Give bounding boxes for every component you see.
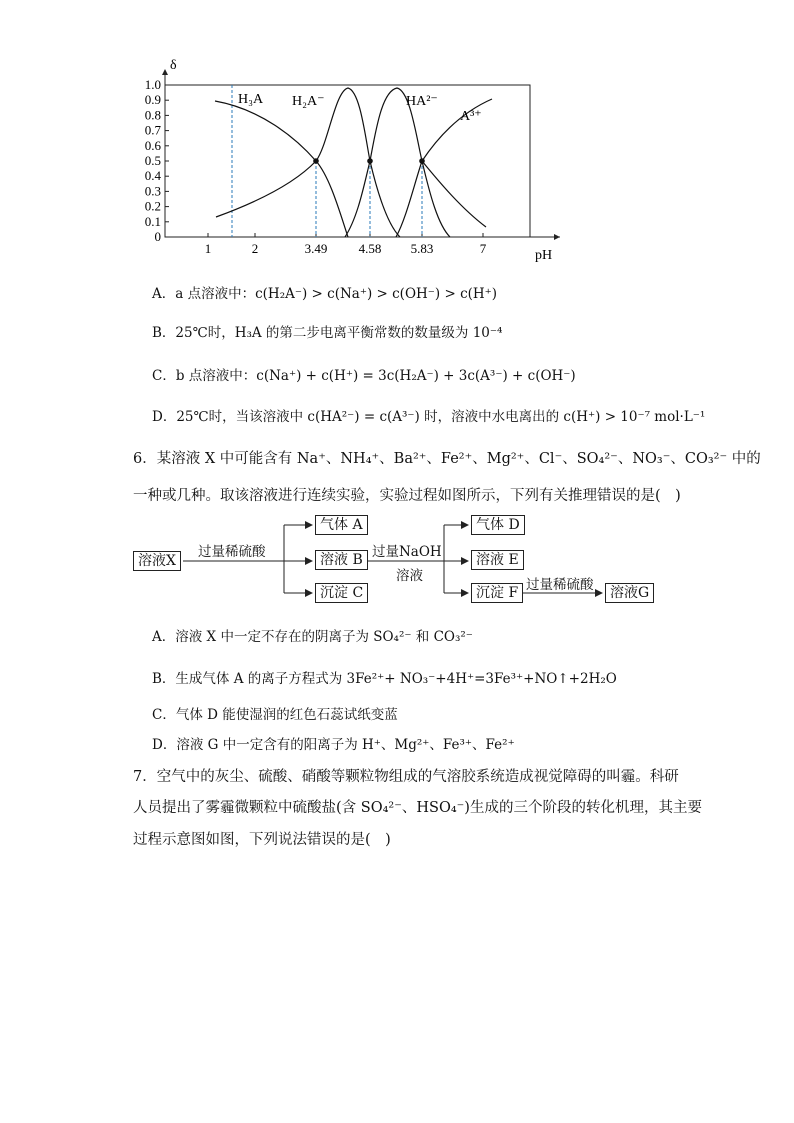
reagent-2-line1: 过量NaOH [372,544,442,560]
curve-h2a [216,88,400,237]
q5-option-a: A．a 点溶液中：c(H₂A⁻) > c(Na⁺) > c(OH⁻) > c(H⁺) [152,286,498,302]
y-tick-label: 0.1 [144,213,161,229]
curve-h3a [215,101,348,237]
series-label-ha2: HA²⁻ [406,94,438,109]
q7-stem-line1: 7．空气中的灰尘、硫酸、硝酸等颗粒物组成的气溶胶系统造成视觉障碍的叫霾。科研 [133,769,679,785]
box-solution-e: 溶液 E [471,550,524,570]
y-axis-label: δ [170,58,177,73]
x-axis-arrow [554,234,560,240]
x-tick-label: 3.49 [304,241,328,256]
series-label-h3a: H₃A [238,92,264,107]
flow-arrows [0,505,794,615]
q6-stem-line2: 一种或几种。取该溶液进行连续实验，实验过程如图所示，下列有关推理错误的是( ) [133,488,681,504]
q6-option-b: B．生成气体 A 的离子方程式为 3Fe²⁺+ NO₃⁻+4H⁺=3Fe³⁺+NO↑+2H₂O [152,671,617,687]
q7-stem-line3: 过程示意图如图，下列说法错误的是( ) [133,832,391,848]
y-tick-label: 0.4 [144,168,161,184]
reagent-2-line2: 溶液 [396,568,423,584]
y-tick-label: 0.9 [144,92,161,108]
box-precipitate-c: 沉淀 C [315,583,368,603]
y-tick-label: 0.2 [144,198,161,214]
q6-stem-line1: 6．某溶液 X 中可能含有 Na⁺、NH₄⁺、Ba²⁺、Fe²⁺、Mg²⁺、Cl⁻、SO₄²⁻、NO₃⁻、CO₃²⁻ 中的 [133,451,761,467]
series-label-h2a: H₂A⁻ [292,94,325,109]
q5-option-d: D．25℃时，当该溶液中 c(HA²⁻) = c(A³⁻) 时，溶液中水电离出的 c(H⁺) > 10⁻⁷ mol·L⁻¹ [152,409,706,425]
x-tick-label: 7 [479,241,487,256]
x-axis-label: pH [535,248,553,263]
q6-option-d: D．溶液 G 中一定含有的阳离子为 H⁺、Mg²⁺、Fe³⁺、Fe²⁺ [152,737,515,753]
box-solution-x: 溶液X [133,551,181,571]
y-tick-label: 0.5 [144,153,161,168]
curve-a3-lower [422,161,486,227]
x-tick-label: 2 [251,241,259,256]
reagent-1: 过量稀硫酸 [198,544,266,560]
y-tick-label: 0 [154,229,161,244]
point-5-83 [419,158,425,164]
box-precipitate-f: 沉淀 F [471,583,523,603]
box-solution-b: 溶液 B [315,550,368,570]
q5-option-b: B．25℃时，H₃A 的第二步电离平衡常数的数量级为 10⁻⁴ [152,325,503,341]
y-tick-label: 0.3 [144,183,161,199]
box-gas-a: 气体 A [315,515,368,535]
distribution-chart [120,55,570,265]
x-tick-label: 4.58 [358,241,382,256]
y-axis-arrow [162,69,168,75]
reagent-3: 过量稀硫酸 [526,577,594,593]
q6-option-c: C．气体 D 能使湿润的红色石蕊试纸变蓝 [152,707,398,723]
y-tick-label: 0.6 [144,137,161,153]
x-tick-label: 5.83 [410,241,434,256]
box-solution-g: 溶液G [605,583,654,603]
series-label-a3: A³⁺ [460,109,482,124]
x-tick-label: 1 [204,241,212,256]
point-3-49 [313,158,319,164]
box-gas-d: 气体 D [471,515,525,535]
point-4-58 [367,158,373,164]
q6-option-a: A．溶液 X 中一定不存在的阴离子为 SO₄²⁻ 和 CO₃²⁻ [152,629,473,645]
q7-stem-line2: 人员提出了雾霾微颗粒中硫酸盐(含 SO₄²⁻、HSO₄⁻)生成的三个阶段的转化机理，其主要 [133,800,702,816]
q5-option-c: C．b 点溶液中：c(Na⁺) + c(H⁺) = 3c(H₂A⁻) + 3c(A³⁻) + c(OH⁻) [152,368,576,384]
y-tick-label: 1.0 [144,77,161,92]
y-tick-label: 0.7 [144,122,161,138]
y-tick-label: 0.8 [144,107,161,123]
